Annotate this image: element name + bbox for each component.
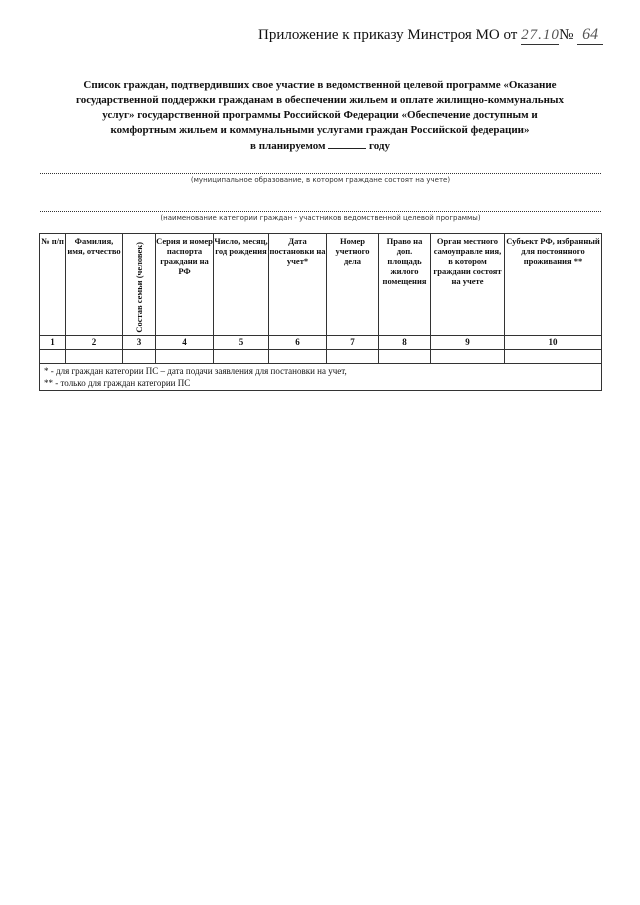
column-header: Фамилия, имя, отчество xyxy=(66,234,123,336)
table-cell xyxy=(156,349,214,363)
table-cell xyxy=(379,349,431,363)
table-cell xyxy=(123,349,156,363)
column-number: 5 xyxy=(214,335,269,349)
column-header: Право на доп. площадь жилого помещения xyxy=(379,234,431,336)
order-reference xyxy=(258,26,603,45)
table-row xyxy=(40,349,602,363)
number-sign: № xyxy=(559,27,574,43)
title-year-prefix: в планируемом xyxy=(250,140,326,152)
table-cell xyxy=(431,349,505,363)
column-number: 6 xyxy=(269,335,327,349)
category-caption: (наименование категории граждан - участников ведомственной целевой программы) xyxy=(160,214,481,222)
municipality-fill-line xyxy=(40,173,601,174)
column-number: 1 xyxy=(40,335,66,349)
column-header: Число, месяц, год рождения xyxy=(214,234,269,336)
column-header: Серия и номер паспорта граждани на РФ xyxy=(156,234,214,336)
column-number: 4 xyxy=(156,335,214,349)
column-number: 7 xyxy=(327,335,379,349)
footnote: * - для граждан категории ПС – дата подачи заявления для постановки на учет, xyxy=(44,365,347,376)
document-title xyxy=(40,78,600,154)
order-date: 27.10 xyxy=(521,27,560,43)
column-number-row xyxy=(40,335,602,349)
column-header: Номер учетного дела xyxy=(327,234,379,336)
column-header: Орган местного самоуправле ния, в котором граждани состоят на учете xyxy=(431,234,505,336)
column-number: 2 xyxy=(66,335,123,349)
footnote: ** - только для граждан категории ПС xyxy=(44,377,191,388)
table-cell xyxy=(214,349,269,363)
title-line: услуг» государственной программы Российской Федерации «Обеспечение доступным и xyxy=(102,109,538,121)
column-header: № п/п xyxy=(40,234,66,336)
table-cell xyxy=(269,349,327,363)
title-line: Список граждан, подтвердивших свое участие в ведомственной целевой программе «Оказание xyxy=(83,79,557,91)
title-line: комфортным жильем и коммунальными услугами граждан Российской федерации» xyxy=(110,124,530,136)
order-number: 64 xyxy=(577,26,603,45)
column-header-vertical xyxy=(123,234,156,336)
title-line: государственной поддержки гражданам в обеспечении жильем и оплате жилищно-коммунальных xyxy=(75,94,565,106)
title-line-year xyxy=(40,138,600,154)
table-cell xyxy=(327,349,379,363)
column-number: 9 xyxy=(431,335,505,349)
column-header: Субъект РФ, избранный для постоянного проживания ** xyxy=(505,234,602,336)
table-cell xyxy=(505,349,602,363)
column-header: Дата постановки на учет* xyxy=(269,234,327,336)
footnotes-row xyxy=(40,363,602,390)
category-fill-line xyxy=(40,211,601,212)
year-blank xyxy=(328,138,366,149)
footnotes xyxy=(40,363,602,390)
column-number: 3 xyxy=(123,335,156,349)
citizens-table xyxy=(39,233,602,391)
column-header-text: Состав семьи (человек) xyxy=(134,242,144,333)
column-number: 10 xyxy=(505,335,602,349)
title-year-suffix: году xyxy=(369,140,390,152)
table-cell xyxy=(40,349,66,363)
order-reference-prefix: Приложение к приказу Минстроя МО от xyxy=(258,27,518,43)
column-number: 8 xyxy=(379,335,431,349)
table-cell xyxy=(66,349,123,363)
municipality-caption: (муниципальное образование, в котором граждане состоят на учете) xyxy=(190,176,451,184)
table-header-row xyxy=(40,234,602,336)
